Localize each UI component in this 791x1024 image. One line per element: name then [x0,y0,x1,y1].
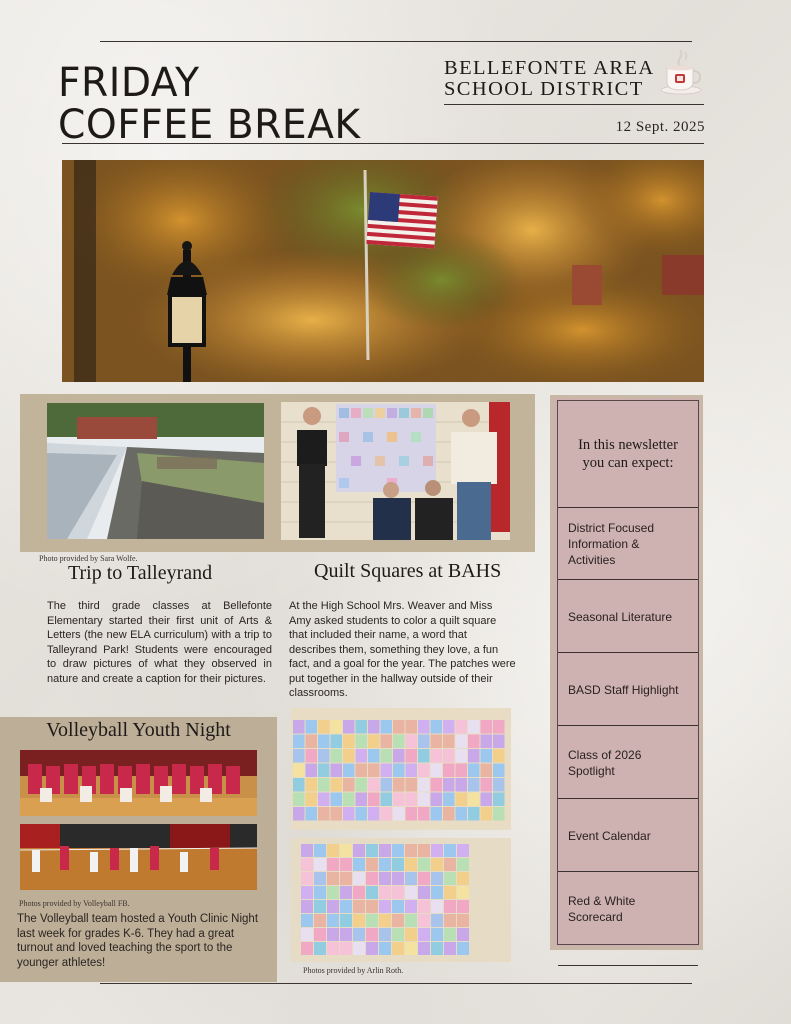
quilt-square [331,807,343,821]
top-rule [100,41,692,42]
quilt-square [379,914,391,927]
quilt-square [331,778,343,792]
sidebar-heading: In this newsletter you can expect: [558,401,698,508]
quilt-square [293,764,305,778]
quilt-square [293,735,305,749]
quilt-square [343,778,355,792]
quilt-square [405,928,417,941]
masthead-title: FRIDAY COFFEE BREAK [58,60,361,148]
quilt-square [301,872,313,885]
quilt-square [379,872,391,885]
quilt-article: At the High School Mrs. Weaver and Miss Amy asked students to color a quilt square that included their name, a word that describes them, something they love, a fun fact, and a goal for the year. The patches were put together in the hallway outside of their classrooms. [289,600,516,699]
quilt-square [405,844,417,857]
quilt-square [493,720,505,734]
quilt-square [306,807,318,821]
quilt-square [379,886,391,899]
quilt-square [353,900,365,913]
quilt-square [393,807,405,821]
quilt-square [418,844,430,857]
quilt-square [379,858,391,871]
quilt-square [353,886,365,899]
quilt-square [457,942,469,955]
quilt-square [327,872,339,885]
quilt-square [444,928,456,941]
quilt-square [331,793,343,807]
quilt-square [468,807,480,821]
quilt-square [443,749,455,763]
quilt-square [431,720,443,734]
quilt-square [379,928,391,941]
quilt-square [301,858,313,871]
quilt-square [444,942,456,955]
sidebar-frame [557,400,699,945]
quilt-square [468,793,480,807]
sidebar-item-district-focused: District Focused Information & Activities [558,508,698,580]
quilt-square [393,749,405,763]
quilt-square [456,793,468,807]
quilt-square [457,886,469,899]
quilt-square [481,749,493,763]
quilt-square [356,807,368,821]
quilt-square [353,928,365,941]
quilt-square [293,749,305,763]
quilt-square [356,764,368,778]
quilt-square [493,793,505,807]
volleyball-article: The Volleyball team hosted a Youth Clinic Night last week for grades K-6. They had a great turnout and loved teaching the sport to the younger athletes! [17,913,259,969]
sidebar-item-class-2026: Class of 2026 Spotlight [558,727,698,799]
quilt-square [353,914,365,927]
quilt-square [481,735,493,749]
quilt-square [431,914,443,927]
quilt-square [457,858,469,871]
quilt-square [353,872,365,885]
quilt-square [327,900,339,913]
quilt-square [368,735,380,749]
quilt-wall-photo-2 [291,838,511,962]
quilt-square [405,858,417,871]
quilt-square [481,778,493,792]
quilt-square [393,720,405,734]
quilt-square [444,914,456,927]
quilt-square [343,735,355,749]
quilt-square [368,778,380,792]
quilt-square [457,914,469,927]
quilt-square [431,928,443,941]
quilt-square [443,720,455,734]
quilt-square [418,928,430,941]
quilt-square [431,844,443,857]
quilt-square [314,928,326,941]
quilt-square [366,942,378,955]
quilt-square [431,778,443,792]
quilt-square [457,928,469,941]
quilt-square [392,872,404,885]
quilt-square [327,844,339,857]
quilt-square [381,720,393,734]
quilt-square [379,844,391,857]
quilt-square [393,764,405,778]
quilt-square [327,858,339,871]
quilt-square [431,858,443,871]
quilt-square [318,720,330,734]
quilt-square [318,793,330,807]
quilt-wall-photo-1 [291,708,511,830]
quilt-square [353,942,365,955]
quilt-square [392,844,404,857]
quilt-square [392,858,404,871]
quilt-square [406,735,418,749]
quilt-square [405,900,417,913]
quilt-square [340,858,352,871]
quilt-square [366,872,378,885]
quilt-square [418,749,430,763]
quilt-square [318,764,330,778]
quilt-square [314,900,326,913]
quilt-square [431,749,443,763]
quilt-square [381,764,393,778]
coffee-cup-icon [658,46,704,96]
quilt-square [418,764,430,778]
quilt-square [340,928,352,941]
quilt-square [381,778,393,792]
quilt-square [481,720,493,734]
talleyrand-headline: Trip to Talleyrand [68,562,213,584]
quilt-square [368,720,380,734]
quilt-square [343,793,355,807]
quilt-square [318,778,330,792]
issue-date: 12 Sept. 2025 [615,119,705,135]
quilt-square [327,886,339,899]
quilt-square [444,844,456,857]
quilt-square [356,749,368,763]
quilt-square [343,807,355,821]
quilt-square [431,793,443,807]
quilt-square [301,886,313,899]
quilt-square [356,720,368,734]
quilt-square [314,872,326,885]
quilt-square [456,807,468,821]
sidebar-item-seasonal-literature: Seasonal Literature [558,581,698,653]
quilt-square [381,793,393,807]
quilt-square [306,749,318,763]
quilt-square [356,793,368,807]
quilt-square [301,928,313,941]
quilt-square [379,942,391,955]
quilt-square [306,778,318,792]
volleyball-photo-credit: Photos provided by Volleyball FB. [19,899,130,908]
quilt-square [418,720,430,734]
quilt-square [293,807,305,821]
quilt-square [340,844,352,857]
quilt-square [381,749,393,763]
quilt-square [444,858,456,871]
quilt-square [405,886,417,899]
quilt-square [393,735,405,749]
quilt-square [481,793,493,807]
quilt-square [331,749,343,763]
quilt-square [431,886,443,899]
volleyball-headline: Volleyball Youth Night [46,719,231,741]
district-name: BELLEFONTE AREA SCHOOL DISTRICT [444,57,655,100]
quilt-square [405,942,417,955]
quilt-square [456,735,468,749]
quilt-square [392,928,404,941]
quilt-square [418,735,430,749]
quilt-square [392,942,404,955]
quilt-square [456,764,468,778]
quilt-square [368,807,380,821]
quilt-square [431,942,443,955]
quilt-square [368,793,380,807]
district-underline [444,104,704,105]
quilt-square [457,844,469,857]
quilt-square [406,793,418,807]
quilt-square [366,914,378,927]
quilt-square [356,778,368,792]
quilt-square [468,749,480,763]
quilt-square [443,778,455,792]
quilt-square [331,735,343,749]
quilt-square [392,886,404,899]
quilt-square [327,914,339,927]
quilt-square [293,778,305,792]
quilt-square [418,807,430,821]
quilt-square [331,720,343,734]
quilt-square [343,764,355,778]
quilt-square [314,858,326,871]
quilt-square [457,872,469,885]
quilt-square [314,914,326,927]
quilt-square [331,764,343,778]
quilt-square [418,900,430,913]
talleyrand-article: The third grade classes at Bellefonte Elementary started their first unit of Arts & Letters (the new ELA curriculum) with a trip to Talleyrand Park! Students were encouraged to draw pictures of what they observed in nature and create a caption for their pictures. [47,600,272,685]
quilt-square [340,942,352,955]
quilt-square [431,900,443,913]
quilt-square [443,793,455,807]
quilt-square [493,778,505,792]
quilt-square [493,749,505,763]
quilt-square [381,807,393,821]
sidebar-item-event-calendar: Event Calendar [558,800,698,872]
quilt-square [293,793,305,807]
quilt-square [318,749,330,763]
volleyball-team-photo [20,750,257,816]
quilt-square [493,807,505,821]
quilt-square [406,778,418,792]
quilt-square [318,735,330,749]
quilt-square [306,720,318,734]
quilt-square [418,858,430,871]
volleyball-clinic-photo [20,824,257,890]
quilt-square [493,764,505,778]
quilt-square [418,872,430,885]
quilt-square [431,764,443,778]
quilt-square [366,928,378,941]
quilt-square [314,886,326,899]
quilt-square [493,735,505,749]
quilt-square [353,858,365,871]
quilt-square [456,720,468,734]
quilt-square [468,778,480,792]
quilt-square [340,914,352,927]
quilt-square [443,764,455,778]
quilt-square [301,914,313,927]
quilt-square [406,720,418,734]
talleyrand-park-photo [47,403,264,539]
quilt-square [327,928,339,941]
quilt-square [418,778,430,792]
sidebar-item-scorecard: Red & White Scorecard [568,894,636,924]
talleyrand-photo-credit: Photo provided by Sara Wolfe. [39,554,138,563]
quilt-square [366,886,378,899]
quilt-square [353,844,365,857]
bottom-rule [100,983,692,984]
quilt-square [392,900,404,913]
quilt-square [301,942,313,955]
quilt-square [444,872,456,885]
quilt-square [314,844,326,857]
quilt-square [340,872,352,885]
quilt-square [418,793,430,807]
quilt-square [468,735,480,749]
quilt-square [306,793,318,807]
quilt-square [444,886,456,899]
quilt-square [393,793,405,807]
quilt-square [406,764,418,778]
quilt-square [327,942,339,955]
quilt-square [443,735,455,749]
quilt-square [381,735,393,749]
newsletter-contents-sidebar [550,395,703,950]
quilt-square [366,858,378,871]
quilt-square [457,900,469,913]
quilt-square [431,872,443,885]
quilt-square [431,735,443,749]
quilt-square [468,764,480,778]
sidebar-bottom-rule [558,965,698,966]
quilt-square [393,778,405,792]
quilt-square [392,914,404,927]
quilt-square [418,942,430,955]
quilt-square [406,749,418,763]
quilt-square [481,764,493,778]
hero-autumn-flag-photo [62,160,704,382]
quilt-square [356,735,368,749]
quilt-square [340,886,352,899]
quilt-square [366,900,378,913]
quilt-square [468,720,480,734]
quilt-square [368,764,380,778]
quilt-square [406,807,418,821]
quilt-photo-credit: Photos provided by Arlin Roth. [303,966,404,975]
quilt-square [418,886,430,899]
quilt-students-photo [281,402,510,540]
quilt-square [405,914,417,927]
quilt-square [318,807,330,821]
quilt-square [443,807,455,821]
quilt-square [456,749,468,763]
quilt-square [418,914,430,927]
quilt-square [431,807,443,821]
quilt-square [379,900,391,913]
quilt-square [306,735,318,749]
quilt-square [301,844,313,857]
sidebar-item-staff-highlight: BASD Staff Highlight [558,654,698,726]
quilt-square [481,807,493,821]
quilt-square [456,778,468,792]
quilt-square [368,749,380,763]
quilt-square [444,900,456,913]
quilt-square [340,900,352,913]
quilt-square [293,720,305,734]
quilt-square [314,942,326,955]
quilt-square [366,844,378,857]
quilt-square [405,872,417,885]
quilt-square [301,900,313,913]
quilt-headline: Quilt Squares at BAHS [314,560,502,582]
quilt-square [343,749,355,763]
quilt-square [343,720,355,734]
quilt-square [306,764,318,778]
